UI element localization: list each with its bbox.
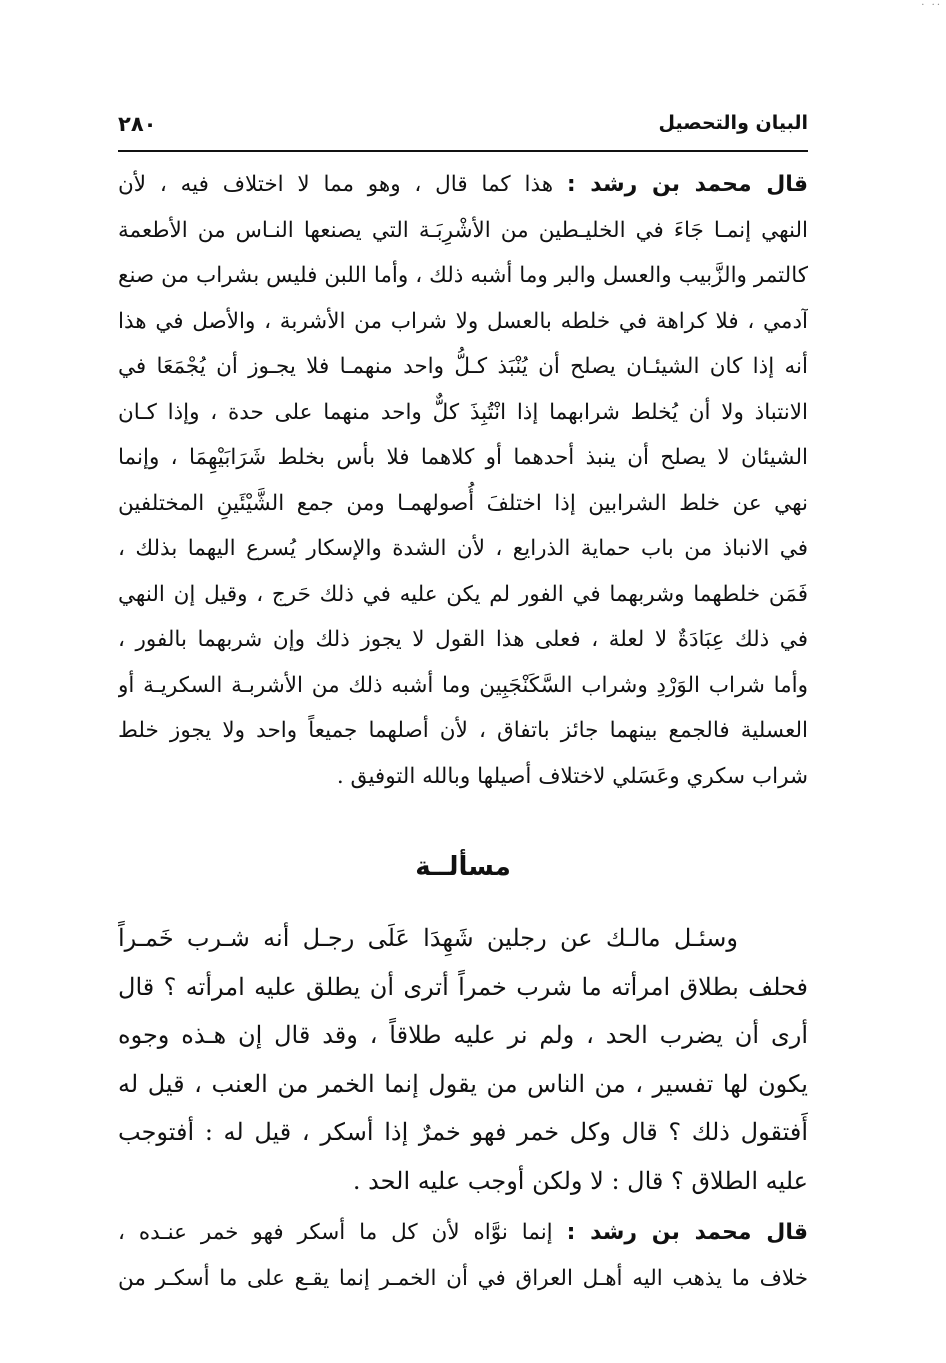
text-line: أَفتقول ذلك ؟ قال وكل خمر فهو خمرٌ إذا أسكر ، قيل له : أفتوجب (118, 1118, 808, 1146)
text-line: في الانباذ من باب حماية الذرايع ، لأن الشدة والإسكار يُسرع اليهما بذلك ، (118, 536, 808, 561)
speaker-label: قال محمد بن رشد : (566, 172, 808, 197)
section-heading: مسألــة (415, 852, 511, 882)
text-line: خلاف ما يذهب اليه أهـل العراق في أن الخمـر إنما يقـع على ما أسكـر من (118, 1266, 808, 1291)
text-line: وأما شراب الوَرْدِ وشراب السَّكَنْجَبِين وما أشبه ذلك من الأشربـة السكريـة أو (118, 672, 808, 698)
text-line: وسئـل مالـك عن رجلين شَهِدَا عَلَى رجـل أنه شـرب خَمـراً (118, 924, 739, 952)
commentary-paragraph-2 (118, 1210, 808, 1302)
text-line: الشيئان لا يصلح أن ينبذ أحدهما أو كلاهما فلا بأس بخلط شَرَابَيْهِمَا ، وإنما (118, 445, 808, 470)
header-title: البيان والتحصيل (658, 112, 808, 134)
text-line: أنه إذا كان الشيئـان يصلح أن يُنْبَذ كـلُّ واحد منهمـا فلا يجـوز أن يُجْمَعَا في (118, 354, 808, 379)
text-line: أرى أن يضرب الحد ، ولم نر عليه طلاقاً ، وقد قال إن هـذه وجوه (118, 1021, 808, 1049)
text-line: يكون لها تفسير ، من الناس من يقول إنما الخمر من العنب ، قيل له (118, 1069, 808, 1098)
text-line: فحلف بطلاق امرأته ما شرب خمراً أترى أن يطلق عليه امرأته ؟ قال (118, 972, 808, 1001)
text-line: شراب سكري وعَسَلي لاختلاف أصيلها وبالله التوفيق . (336, 763, 808, 789)
running-header (118, 112, 808, 148)
speaker-label: قال محمد بن رشد : (566, 1220, 808, 1245)
text-line: كالتمر والزَّبيب والعسل والبر وما أشبه ذلك ، وأما اللبن فليس بشراب من صنع (118, 263, 808, 288)
text-line: آدمي ، فلا كراهة في خلطه بالعسل ولا شراب من الأشربة ، والأصل في هذا (118, 308, 808, 334)
header-rule (118, 150, 808, 152)
text-line: نهي عن خلط الشرابين إذا اختلفَ أُصولهمـا ومن جمع الشَّيْئَينِ المختلفين (118, 490, 808, 516)
text-line: العسلية فالجمع بينهما جائز باتفاق ، لأن أصلهما جميعاً واحد ولا يجوز خلط (118, 718, 808, 743)
text-line: فَمَن خلطهما وشربهما في الفور لم يكن عليه في ذلك حَرج ، وقيل إن النهي (118, 581, 808, 607)
question-paragraph (118, 914, 808, 1205)
scan-mark: ·· · (921, 0, 942, 11)
commentary-paragraph-1 (118, 162, 808, 799)
text-line: في ذلك عِبَادَةٌ لا لعلة ، فعلى هذا القول لا يجوز ذلك وإن شربهما بالفور ، (118, 627, 808, 652)
text-line: النهي إنمـا جَاءَ في الخليـطين من الأشْرِبَـة التي يصنعها النـاس من الأطعمة (118, 217, 808, 243)
text-line: عليه الطلاق ؟ قال : لا ولكن أوجب عليه الحد . (352, 1166, 808, 1195)
page-number: ٢٨٠ (118, 112, 157, 136)
text-line-content: إنما نوَّاه لأن كل ما أسكر فهو خمر عنـده ، (118, 1220, 553, 1245)
text-line-content: هذا كما قال ، وهو مما لا اختلاف فيه ، لأن (118, 172, 554, 197)
text-line (118, 162, 808, 208)
text-line: الانتباذ ولا أن يُخلط شرابهما إذا انْتُبِذَ كلٌّ واحد منهما على حدة ، وإذا كـان (118, 399, 808, 425)
text-line (118, 1210, 808, 1256)
